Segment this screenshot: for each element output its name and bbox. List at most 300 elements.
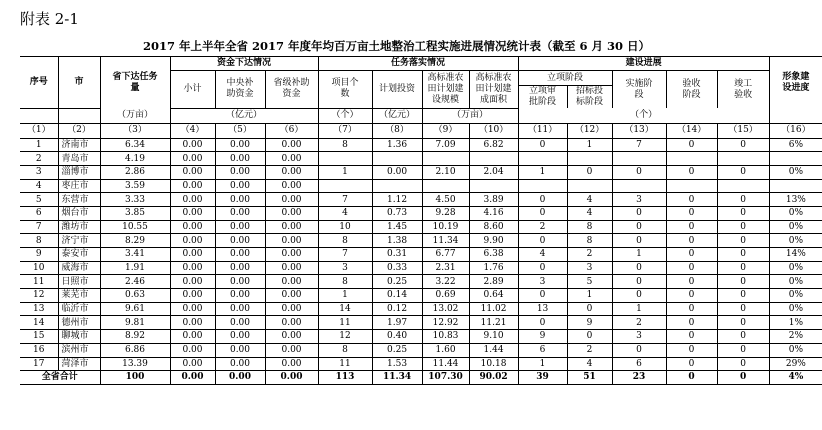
cell-invest: 0.00 — [372, 165, 422, 179]
table-title: 2017 年上半年全省 2017 年度年均百万亩土地整治工程实施进展情况统计表（截至 6 月 30 日） — [142, 39, 651, 53]
header-plan-invest: 计划投资 — [372, 71, 422, 109]
table-row — [20, 275, 822, 289]
cell-complete: 0 — [717, 234, 769, 248]
cell-subtotal: 0.00 — [170, 220, 215, 234]
cell-task: 4.19 — [100, 152, 170, 166]
cell-subtotal: 0.00 — [170, 330, 215, 344]
cell-complete: 0 — [717, 343, 769, 357]
cell-hs-done — [469, 179, 518, 193]
cell-city: 日照市 — [58, 275, 100, 289]
cell-city: 烟台市 — [58, 206, 100, 220]
header-impl-group: 任务落实情况 — [318, 57, 518, 71]
cell-subtotal: 0.00 — [170, 234, 215, 248]
cell-provincial: 0.00 — [265, 289, 318, 303]
cell-hs-done: 2.89 — [469, 275, 518, 289]
total-complete: 0 — [717, 371, 769, 385]
cell-accept: 0 — [666, 261, 717, 275]
cell-approval: 0 — [518, 289, 567, 303]
header-city: 市 — [58, 57, 100, 109]
cell-accept: 0 — [666, 193, 717, 207]
header-approval-stage: 立项阶段 — [518, 71, 612, 86]
column-number: （4） — [170, 123, 215, 138]
cell-accept: 0 — [666, 138, 717, 152]
cell-hs-done: 9.90 — [469, 234, 518, 248]
cell-complete: 0 — [717, 138, 769, 152]
cell-central: 0.00 — [215, 261, 265, 275]
cell-invest: 0.14 — [372, 289, 422, 303]
appendix-label: 附表 2-1 — [20, 10, 79, 28]
column-number: （8） — [372, 123, 422, 138]
cell-progress: 13% — [769, 193, 822, 207]
cell-progress: 1% — [769, 316, 822, 330]
cell-central: 0.00 — [215, 302, 265, 316]
cell-count: 14 — [318, 302, 372, 316]
cell-hs-plan: 1.60 — [422, 343, 469, 357]
cell-central: 0.00 — [215, 343, 265, 357]
total-invest: 11.34 — [372, 371, 422, 385]
cell-bidding: 5 — [567, 275, 612, 289]
total-hs-plan: 107.30 — [422, 371, 469, 385]
column-number: （10） — [469, 123, 518, 138]
cell-accept: 0 — [666, 330, 717, 344]
cell-city: 菏泽市 — [58, 357, 100, 371]
header-proj-count: 项目个数 — [318, 71, 372, 109]
cell-complete: 0 — [717, 248, 769, 262]
cell-accept: 0 — [666, 165, 717, 179]
cell-progress: 29% — [769, 357, 822, 371]
unit-stages: （个） — [518, 108, 769, 123]
cell-bidding: 1 — [567, 289, 612, 303]
header-hs-done: 高标准农田计划建成面积 — [469, 71, 518, 109]
table-row — [20, 261, 822, 275]
cell-hs-done: 10.18 — [469, 357, 518, 371]
cell-subtotal: 0.00 — [170, 275, 215, 289]
cell-count: 7 — [318, 193, 372, 207]
cell-invest: 1.38 — [372, 234, 422, 248]
cell-task: 6.34 — [100, 138, 170, 152]
cell-subtotal: 0.00 — [170, 179, 215, 193]
total-task: 100 — [100, 371, 170, 385]
cell-approval: 3 — [518, 275, 567, 289]
cell-subtotal: 0.00 — [170, 152, 215, 166]
cell-approval: 9 — [518, 330, 567, 344]
cell-central: 0.00 — [215, 193, 265, 207]
cell-invest: 1.45 — [372, 220, 422, 234]
cell-progress: 6% — [769, 138, 822, 152]
cell-accept: 0 — [666, 316, 717, 330]
cell-hs-plan: 3.22 — [422, 275, 469, 289]
header-implementation: 实施阶段 — [612, 71, 666, 109]
cell-task: 1.91 — [100, 261, 170, 275]
cell-hs-plan: 2.10 — [422, 165, 469, 179]
cell-complete — [717, 152, 769, 166]
cell-bidding: 4 — [567, 193, 612, 207]
total-accept: 0 — [666, 371, 717, 385]
column-number: （15） — [717, 123, 769, 138]
cell-accept: 0 — [666, 275, 717, 289]
unit-invest: （亿元） — [372, 108, 422, 123]
cell-central: 0.00 — [215, 330, 265, 344]
table-row — [20, 165, 822, 179]
cell-count: 8 — [318, 275, 372, 289]
cell-provincial: 0.00 — [265, 138, 318, 152]
cell-impl: 1 — [612, 248, 666, 262]
cell-hs-plan: 10.19 — [422, 220, 469, 234]
cell-central: 0.00 — [215, 275, 265, 289]
column-number: （13） — [612, 123, 666, 138]
cell-impl: 2 — [612, 316, 666, 330]
cell-seq: 7 — [20, 220, 58, 234]
cell-city: 滨州市 — [58, 343, 100, 357]
cell-provincial: 0.00 — [265, 316, 318, 330]
cell-impl: 6 — [612, 357, 666, 371]
cell-hs-done: 6.38 — [469, 248, 518, 262]
cell-task: 2.86 — [100, 165, 170, 179]
cell-provincial: 0.00 — [265, 206, 318, 220]
cell-seq: 5 — [20, 193, 58, 207]
cell-complete: 0 — [717, 330, 769, 344]
cell-accept: 0 — [666, 343, 717, 357]
cell-approval: 0 — [518, 206, 567, 220]
cell-accept: 0 — [666, 357, 717, 371]
cell-approval: 1 — [518, 357, 567, 371]
cell-invest: 1.97 — [372, 316, 422, 330]
cell-impl: 0 — [612, 234, 666, 248]
cell-subtotal: 0.00 — [170, 261, 215, 275]
column-number: （2） — [58, 123, 100, 138]
cell-subtotal: 0.00 — [170, 289, 215, 303]
cell-count: 4 — [318, 206, 372, 220]
cell-central: 0.00 — [215, 234, 265, 248]
cell-accept — [666, 179, 717, 193]
cell-task: 9.61 — [100, 302, 170, 316]
cell-seq: 6 — [20, 206, 58, 220]
cell-complete — [717, 179, 769, 193]
cell-accept: 0 — [666, 220, 717, 234]
cell-hs-plan: 11.44 — [422, 357, 469, 371]
header-image-progress: 形象建设进度 — [769, 57, 822, 109]
cell-hs-plan — [422, 152, 469, 166]
unit-funds: （亿元） — [170, 108, 318, 123]
cell-count: 8 — [318, 343, 372, 357]
header-hs-plan: 高标准农田计划建设规模 — [422, 71, 469, 109]
cell-impl: 0 — [612, 261, 666, 275]
cell-impl: 0 — [612, 289, 666, 303]
cell-impl — [612, 179, 666, 193]
cell-complete: 0 — [717, 193, 769, 207]
cell-progress: 0% — [769, 302, 822, 316]
cell-seq: 12 — [20, 289, 58, 303]
cell-task: 8.92 — [100, 330, 170, 344]
cell-count — [318, 179, 372, 193]
cell-central: 0.00 — [215, 248, 265, 262]
cell-count: 11 — [318, 357, 372, 371]
total-progress: 4% — [769, 371, 822, 385]
cell-complete: 0 — [717, 289, 769, 303]
header-bidding: 招标投标阶段 — [567, 86, 612, 109]
cell-invest: 0.25 — [372, 275, 422, 289]
cell-progress: 0% — [769, 220, 822, 234]
column-number: （9） — [422, 123, 469, 138]
cell-invest: 0.25 — [372, 343, 422, 357]
cell-impl: 0 — [612, 343, 666, 357]
cell-central: 0.00 — [215, 165, 265, 179]
cell-count: 1 — [318, 165, 372, 179]
table-row — [20, 138, 822, 152]
cell-central: 0.00 — [215, 316, 265, 330]
cell-provincial: 0.00 — [265, 165, 318, 179]
cell-approval: 0 — [518, 261, 567, 275]
cell-subtotal: 0.00 — [170, 343, 215, 357]
cell-hs-done: 1.76 — [469, 261, 518, 275]
cell-bidding: 8 — [567, 220, 612, 234]
cell-subtotal: 0.00 — [170, 165, 215, 179]
column-number: （12） — [567, 123, 612, 138]
cell-subtotal: 0.00 — [170, 138, 215, 152]
cell-provincial: 0.00 — [265, 302, 318, 316]
cell-progress: 0% — [769, 343, 822, 357]
cell-hs-plan: 13.02 — [422, 302, 469, 316]
cell-central: 0.00 — [215, 289, 265, 303]
cell-city: 潍坊市 — [58, 220, 100, 234]
cell-provincial: 0.00 — [265, 220, 318, 234]
cell-hs-done: 4.16 — [469, 206, 518, 220]
table-row — [20, 220, 822, 234]
cell-seq: 14 — [20, 316, 58, 330]
cell-count: 8 — [318, 138, 372, 152]
cell-progress: 0% — [769, 234, 822, 248]
table-row — [20, 206, 822, 220]
header-central: 中央补助资金 — [215, 71, 265, 109]
cell-complete: 0 — [717, 357, 769, 371]
cell-central: 0.00 — [215, 138, 265, 152]
cell-progress: 0% — [769, 206, 822, 220]
cell-impl: 0 — [612, 165, 666, 179]
cell-approval: 4 — [518, 248, 567, 262]
cell-seq: 2 — [20, 152, 58, 166]
cell-task: 8.29 — [100, 234, 170, 248]
cell-count: 7 — [318, 248, 372, 262]
cell-hs-plan — [422, 179, 469, 193]
cell-bidding: 0 — [567, 165, 612, 179]
cell-impl: 3 — [612, 193, 666, 207]
total-central: 0.00 — [215, 371, 265, 385]
column-number: （11） — [518, 123, 567, 138]
header-acceptance: 验收阶段 — [666, 71, 717, 109]
cell-approval: 0 — [518, 138, 567, 152]
cell-hs-done: 11.21 — [469, 316, 518, 330]
cell-impl: 1 — [612, 302, 666, 316]
cell-bidding: 2 — [567, 248, 612, 262]
cell-provincial: 0.00 — [265, 152, 318, 166]
total-impl: 23 — [612, 371, 666, 385]
cell-city: 临沂市 — [58, 302, 100, 316]
header-approval-review: 立项审批阶段 — [518, 86, 567, 109]
cell-central: 0.00 — [215, 152, 265, 166]
cell-hs-plan: 11.34 — [422, 234, 469, 248]
table-row — [20, 234, 822, 248]
cell-bidding: 8 — [567, 234, 612, 248]
header-progress-group: 建设进展 — [518, 57, 769, 71]
cell-hs-plan: 9.28 — [422, 206, 469, 220]
total-provincial: 0.00 — [265, 371, 318, 385]
cell-subtotal: 0.00 — [170, 316, 215, 330]
cell-invest: 0.31 — [372, 248, 422, 262]
cell-invest: 1.12 — [372, 193, 422, 207]
cell-provincial: 0.00 — [265, 261, 318, 275]
header-task: 省下达任务量 — [100, 57, 170, 109]
cell-task: 10.55 — [100, 220, 170, 234]
column-number: （1） — [20, 123, 58, 138]
cell-approval: 6 — [518, 343, 567, 357]
cell-count: 3 — [318, 261, 372, 275]
column-number: （3） — [100, 123, 170, 138]
cell-complete: 0 — [717, 220, 769, 234]
cell-count: 10 — [318, 220, 372, 234]
cell-invest: 0.40 — [372, 330, 422, 344]
unit-count: （个） — [318, 108, 372, 123]
total-subtotal: 0.00 — [170, 371, 215, 385]
cell-seq: 3 — [20, 165, 58, 179]
cell-progress: 0% — [769, 261, 822, 275]
cell-central: 0.00 — [215, 220, 265, 234]
cell-accept: 0 — [666, 234, 717, 248]
table-row — [20, 248, 822, 262]
cell-hs-done — [469, 152, 518, 166]
cell-progress — [769, 152, 822, 166]
cell-hs-plan: 2.31 — [422, 261, 469, 275]
cell-progress — [769, 179, 822, 193]
cell-central: 0.00 — [215, 179, 265, 193]
cell-invest: 1.36 — [372, 138, 422, 152]
unit-task: （万亩） — [100, 108, 170, 123]
cell-impl: 0 — [612, 220, 666, 234]
table-row — [20, 330, 822, 344]
cell-task: 2.46 — [100, 275, 170, 289]
cell-subtotal: 0.00 — [170, 302, 215, 316]
header-seq: 序号 — [20, 57, 58, 109]
header-completed: 竣工验收 — [717, 71, 769, 109]
cell-task: 0.63 — [100, 289, 170, 303]
cell-central: 0.00 — [215, 206, 265, 220]
cell-complete: 0 — [717, 316, 769, 330]
table-row — [20, 193, 822, 207]
header-funds-group: 资金下达情况 — [170, 57, 318, 71]
cell-seq: 17 — [20, 357, 58, 371]
cell-hs-done: 2.04 — [469, 165, 518, 179]
table-row — [20, 357, 822, 371]
cell-progress: 14% — [769, 248, 822, 262]
cell-hs-plan: 6.77 — [422, 248, 469, 262]
cell-city: 济宁市 — [58, 234, 100, 248]
column-number: （6） — [265, 123, 318, 138]
cell-seq: 16 — [20, 343, 58, 357]
cell-hs-plan: 4.50 — [422, 193, 469, 207]
cell-impl: 0 — [612, 206, 666, 220]
column-number: （14） — [666, 123, 717, 138]
cell-provincial: 0.00 — [265, 234, 318, 248]
cell-subtotal: 0.00 — [170, 248, 215, 262]
header-provincial: 省级补助资金 — [265, 71, 318, 109]
cell-task: 6.86 — [100, 343, 170, 357]
cell-hs-done: 11.02 — [469, 302, 518, 316]
cell-progress: 2% — [769, 330, 822, 344]
table-row — [20, 152, 822, 166]
cell-provincial: 0.00 — [265, 357, 318, 371]
cell-task: 9.81 — [100, 316, 170, 330]
cell-complete: 0 — [717, 302, 769, 316]
cell-provincial: 0.00 — [265, 275, 318, 289]
cell-count: 11 — [318, 316, 372, 330]
header-subtotal: 小计 — [170, 71, 215, 109]
cell-complete: 0 — [717, 261, 769, 275]
cell-progress: 0% — [769, 275, 822, 289]
cell-invest: 0.73 — [372, 206, 422, 220]
cell-bidding: 2 — [567, 343, 612, 357]
cell-invest: 1.53 — [372, 357, 422, 371]
cell-progress: 0% — [769, 165, 822, 179]
cell-accept: 0 — [666, 206, 717, 220]
cell-invest — [372, 152, 422, 166]
cell-task: 3.59 — [100, 179, 170, 193]
cell-task: 3.85 — [100, 206, 170, 220]
cell-provincial: 0.00 — [265, 179, 318, 193]
cell-approval — [518, 179, 567, 193]
table-row — [20, 316, 822, 330]
total-count: 113 — [318, 371, 372, 385]
cell-approval: 0 — [518, 316, 567, 330]
cell-seq: 9 — [20, 248, 58, 262]
cell-seq: 8 — [20, 234, 58, 248]
cell-hs-done: 6.82 — [469, 138, 518, 152]
cell-task: 3.41 — [100, 248, 170, 262]
cell-hs-plan: 7.09 — [422, 138, 469, 152]
cell-bidding: 1 — [567, 138, 612, 152]
cell-impl — [612, 152, 666, 166]
total-hs-done: 90.02 — [469, 371, 518, 385]
cell-hs-done: 1.44 — [469, 343, 518, 357]
cell-bidding: 0 — [567, 302, 612, 316]
cell-count: 8 — [318, 234, 372, 248]
cell-invest: 0.33 — [372, 261, 422, 275]
cell-subtotal: 0.00 — [170, 206, 215, 220]
cell-accept: 0 — [666, 289, 717, 303]
cell-accept — [666, 152, 717, 166]
cell-progress: 0% — [769, 289, 822, 303]
unit-area: （万亩） — [422, 108, 518, 123]
cell-city: 枣庄市 — [58, 179, 100, 193]
cell-city: 威海市 — [58, 261, 100, 275]
cell-city: 聊城市 — [58, 330, 100, 344]
cell-impl: 3 — [612, 330, 666, 344]
column-number: （7） — [318, 123, 372, 138]
cell-bidding — [567, 179, 612, 193]
cell-hs-done: 8.60 — [469, 220, 518, 234]
table-row — [20, 289, 822, 303]
cell-approval: 0 — [518, 193, 567, 207]
cell-provincial: 0.00 — [265, 248, 318, 262]
cell-task: 13.39 — [100, 357, 170, 371]
cell-task: 3.33 — [100, 193, 170, 207]
cell-provincial: 0.00 — [265, 330, 318, 344]
cell-seq: 13 — [20, 302, 58, 316]
cell-seq: 10 — [20, 261, 58, 275]
cell-invest: 0.12 — [372, 302, 422, 316]
cell-bidding: 0 — [567, 330, 612, 344]
cell-city: 德州市 — [58, 316, 100, 330]
cell-approval: 0 — [518, 234, 567, 248]
cell-hs-plan: 10.83 — [422, 330, 469, 344]
